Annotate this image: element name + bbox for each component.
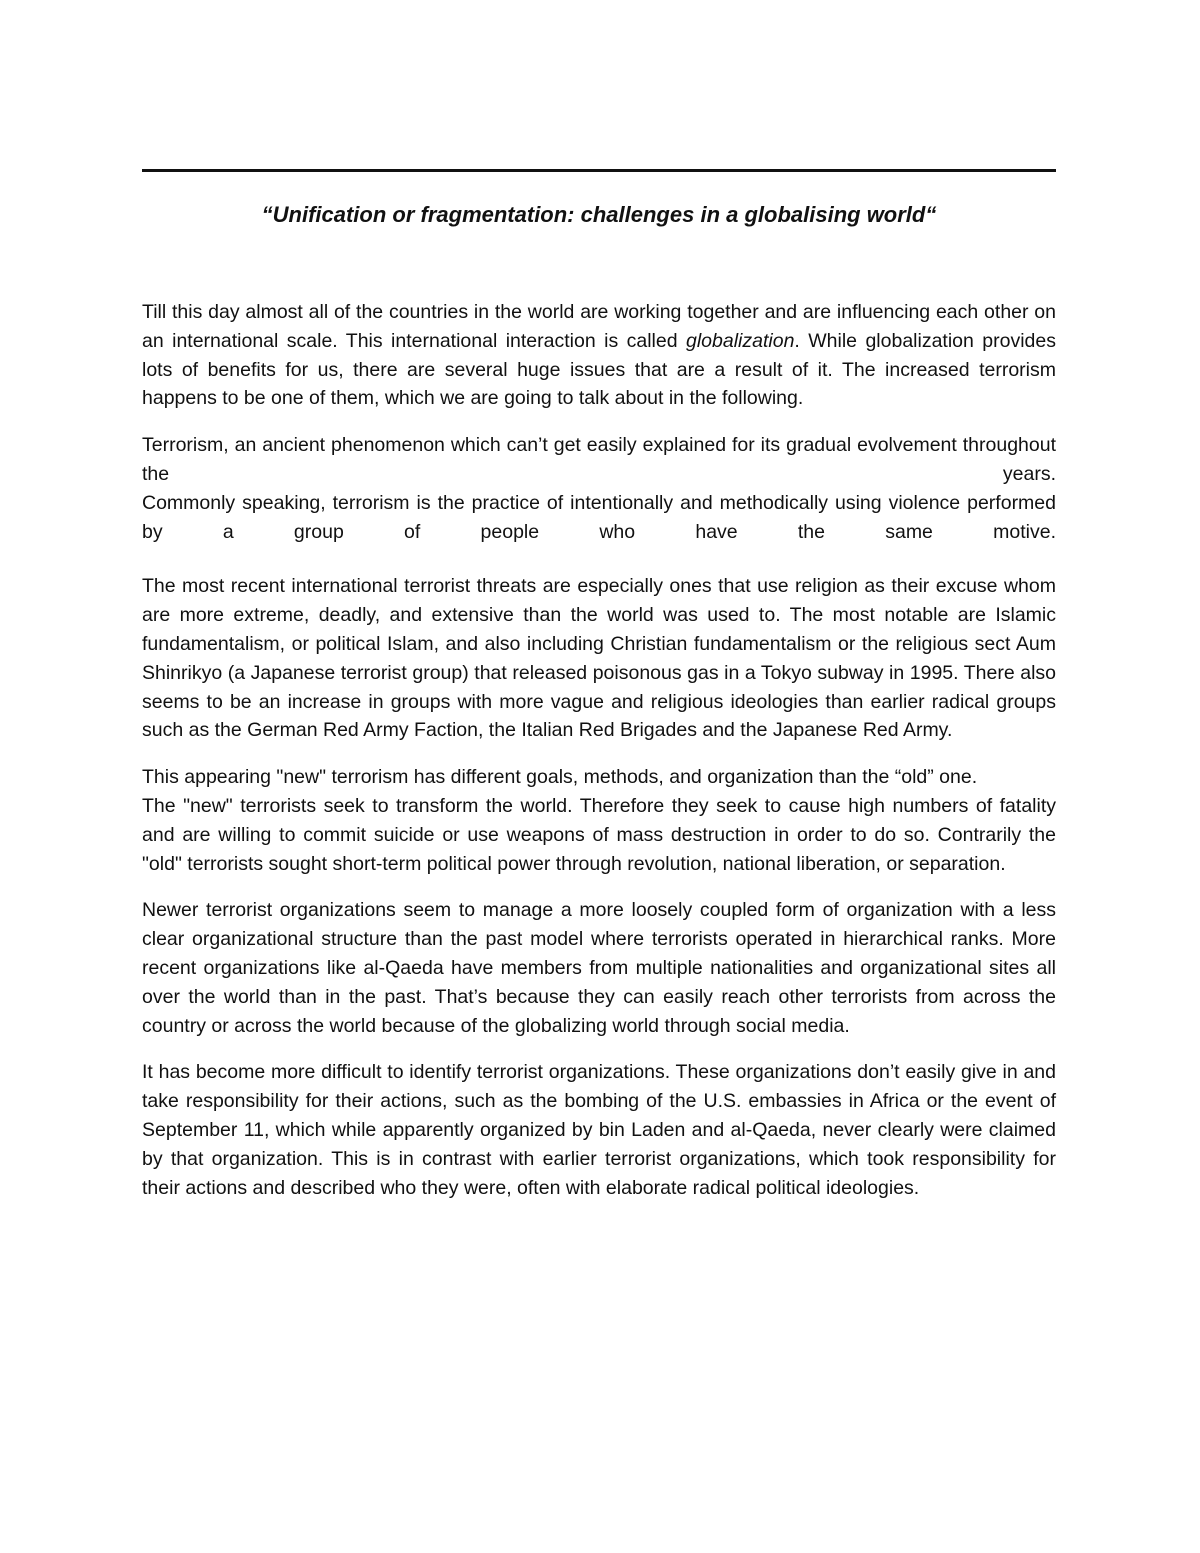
paragraph-terrorism-definition [142, 431, 1056, 546]
header-rule [142, 169, 1056, 172]
paragraph-line: This appearing "new" terrorism has different goals, methods, and organization than the “old” one. [142, 766, 978, 789]
document-title: “Unification or fragmentation: challenges in a globalising world“ [261, 202, 937, 227]
paragraph-globalization [142, 298, 1056, 413]
paragraph-line: The "new" terrorists seek to transform the world. Therefore they seek to cause high numbers of fatality and are willing to commit suicide or use weapons of mass destruction in order to do so. Contrarily the "old" terrorists sought short-term political power through revolution, national liberation, or separation. [142, 794, 1056, 875]
paragraph-text: . While globalization provides lots of benefits for us, there are several huge issues that are a result of it. The increased terrorism happens to be one of them, which we are going to talk about in the following. [142, 329, 1056, 410]
paragraph-religious-threats: The most recent international terrorist threats are especially ones that use religion as their excuse whom are more extreme, deadly, and extensive than the world was used to. The most notable are Islamic fundamentalism, or political Islam, and also including Christian fundamentalism or the religious sect Aum Shinrikyo (a Japanese terrorist group) that released poisonous gas in a Tokyo subway in 1995. There also seems to be an increase in groups with more vague and religious ideologies than earlier radical groups such as the German Red Army Faction, the Italian Red Brigades and the Japanese Red Army. [142, 575, 1056, 742]
paragraph-text: Till this day almost all of the countries in the world are working together and are influencing each other on an international scale. This international interaction is called [142, 301, 1056, 352]
emphasis-globalization: globalization [686, 329, 795, 352]
paragraph-organization-structure: Newer terrorist organizations seem to manage a more loosely coupled form of organization with a less clear organizational structure than the past model where terrorists operated in hierarchical ranks. More recent organizations like al-Qaeda have members from multiple nationalities and organizational sites all over the world than in the past. That’s because they can easily reach other terrorists from across the country or across the world because of the globalizing world through social media. [142, 899, 1056, 1037]
document-body [142, 298, 1056, 1220]
paragraph-identification: It has become more difficult to identify terrorist organizations. These organizations don’t easily give in and take responsibility for their actions, such as the bombing of the U.S. embassies in Africa or the event of September 11, which while apparently organized by bin Laden and al-Qaeda, never clearly were claimed by that organization. This is in contrast with earlier terrorist organizations, which took responsibility for their actions and described who they were, often with elaborate radical political ideologies. [142, 1061, 1056, 1199]
paragraph-line: Commonly speaking, terrorism is the practice of intentionally and methodically using violence performed by a group of people who have the same motive. [142, 491, 1056, 543]
paragraph-new-terrorism [142, 763, 1056, 878]
paragraph-line: Terrorism, an ancient phenomenon which can’t get easily explained for its gradual evolvement throughout the years. [142, 434, 1056, 485]
